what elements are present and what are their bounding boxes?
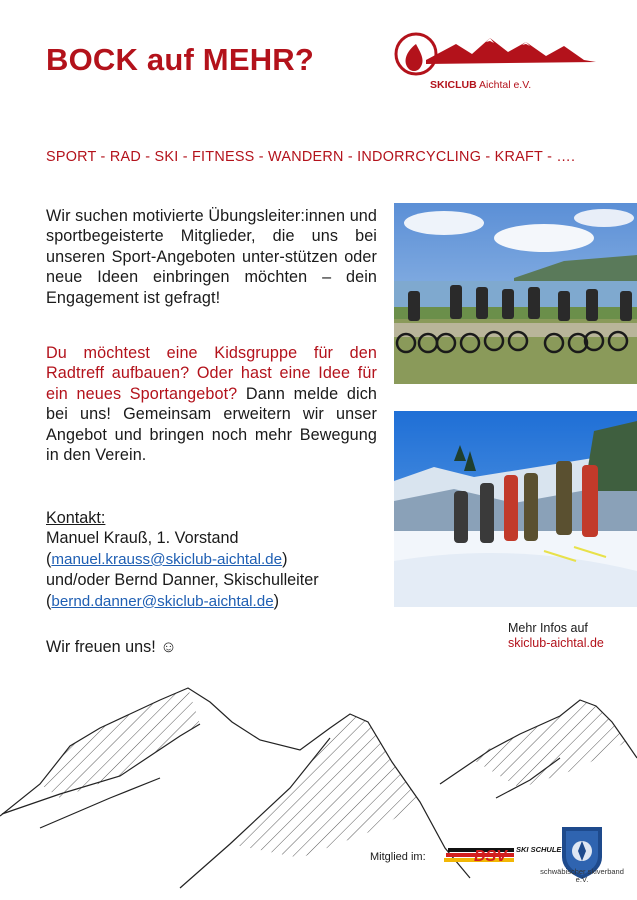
closing-line: Wir freuen uns! ☺ bbox=[46, 638, 177, 656]
contact-email-1-line: (manuel.krauss@skiclub-aichtal.de) bbox=[46, 549, 288, 568]
logo-wordmark bbox=[430, 79, 531, 91]
kids-question: Du möchtest eine Kidsgruppe für den Radtreff aufbauen? Oder hast eine Idee für ein neues Sportangebot? bbox=[46, 344, 377, 403]
dsv-logo-text: DSV bbox=[474, 848, 507, 865]
page-headline: BOCK auf MEHR? bbox=[46, 42, 315, 77]
sports-list-line: SPORT - RAD - SKI - FITNESS - WANDERN - INDORRCYCLING - KRAFT - …. bbox=[46, 149, 576, 165]
contact-email-2-line: (bernd.danner@skiclub-aichtal.de) bbox=[46, 591, 280, 610]
contact-person-1: Manuel Krauß, 1. Vorstand bbox=[46, 529, 239, 548]
intro-paragraph: Wir suchen motivierte Übungsleiter:innen und sportbegeisterte Mitglieder, die uns bei unseren Sport-Angeboten unter-stützen oder neue Ideen einbringen möchten – dein Engagement ist gefragt! bbox=[46, 207, 378, 307]
kids-answer: Dann melde dich bei uns! Gemeinsam erweitern wir unser Angebot und bringen noch mehr Bewegung in den Verein. bbox=[46, 384, 377, 465]
contact-person-2: und/oder Bernd Danner, Skischulleiter bbox=[46, 571, 319, 590]
more-info-label: Mehr Infos auf bbox=[508, 621, 588, 635]
more-info-block bbox=[508, 621, 604, 651]
contact-email-1-link[interactable]: manuel.krauss@skiclub-aichtal.de bbox=[51, 550, 283, 568]
kids-paragraph bbox=[46, 343, 377, 465]
photo-cycling-group bbox=[394, 203, 637, 384]
member-label: Mitglied im: bbox=[370, 851, 426, 863]
ssv-wordmark: schwäbischer skiverband e.V. bbox=[540, 867, 624, 884]
contact-label: Kontakt: bbox=[46, 509, 106, 527]
contact-block bbox=[46, 508, 386, 612]
dsv-logo-sub: SKI SCHULE bbox=[516, 845, 562, 854]
photo-ski-group bbox=[394, 411, 637, 607]
contact-email-2-link[interactable]: bernd.danner@skiclub-aichtal.de bbox=[51, 592, 274, 610]
logo-name: SKICLUB bbox=[430, 79, 477, 91]
more-info-url[interactable]: skiclub-aichtal.de bbox=[508, 636, 604, 650]
logo-suffix: Aichtal e.V. bbox=[479, 79, 532, 91]
